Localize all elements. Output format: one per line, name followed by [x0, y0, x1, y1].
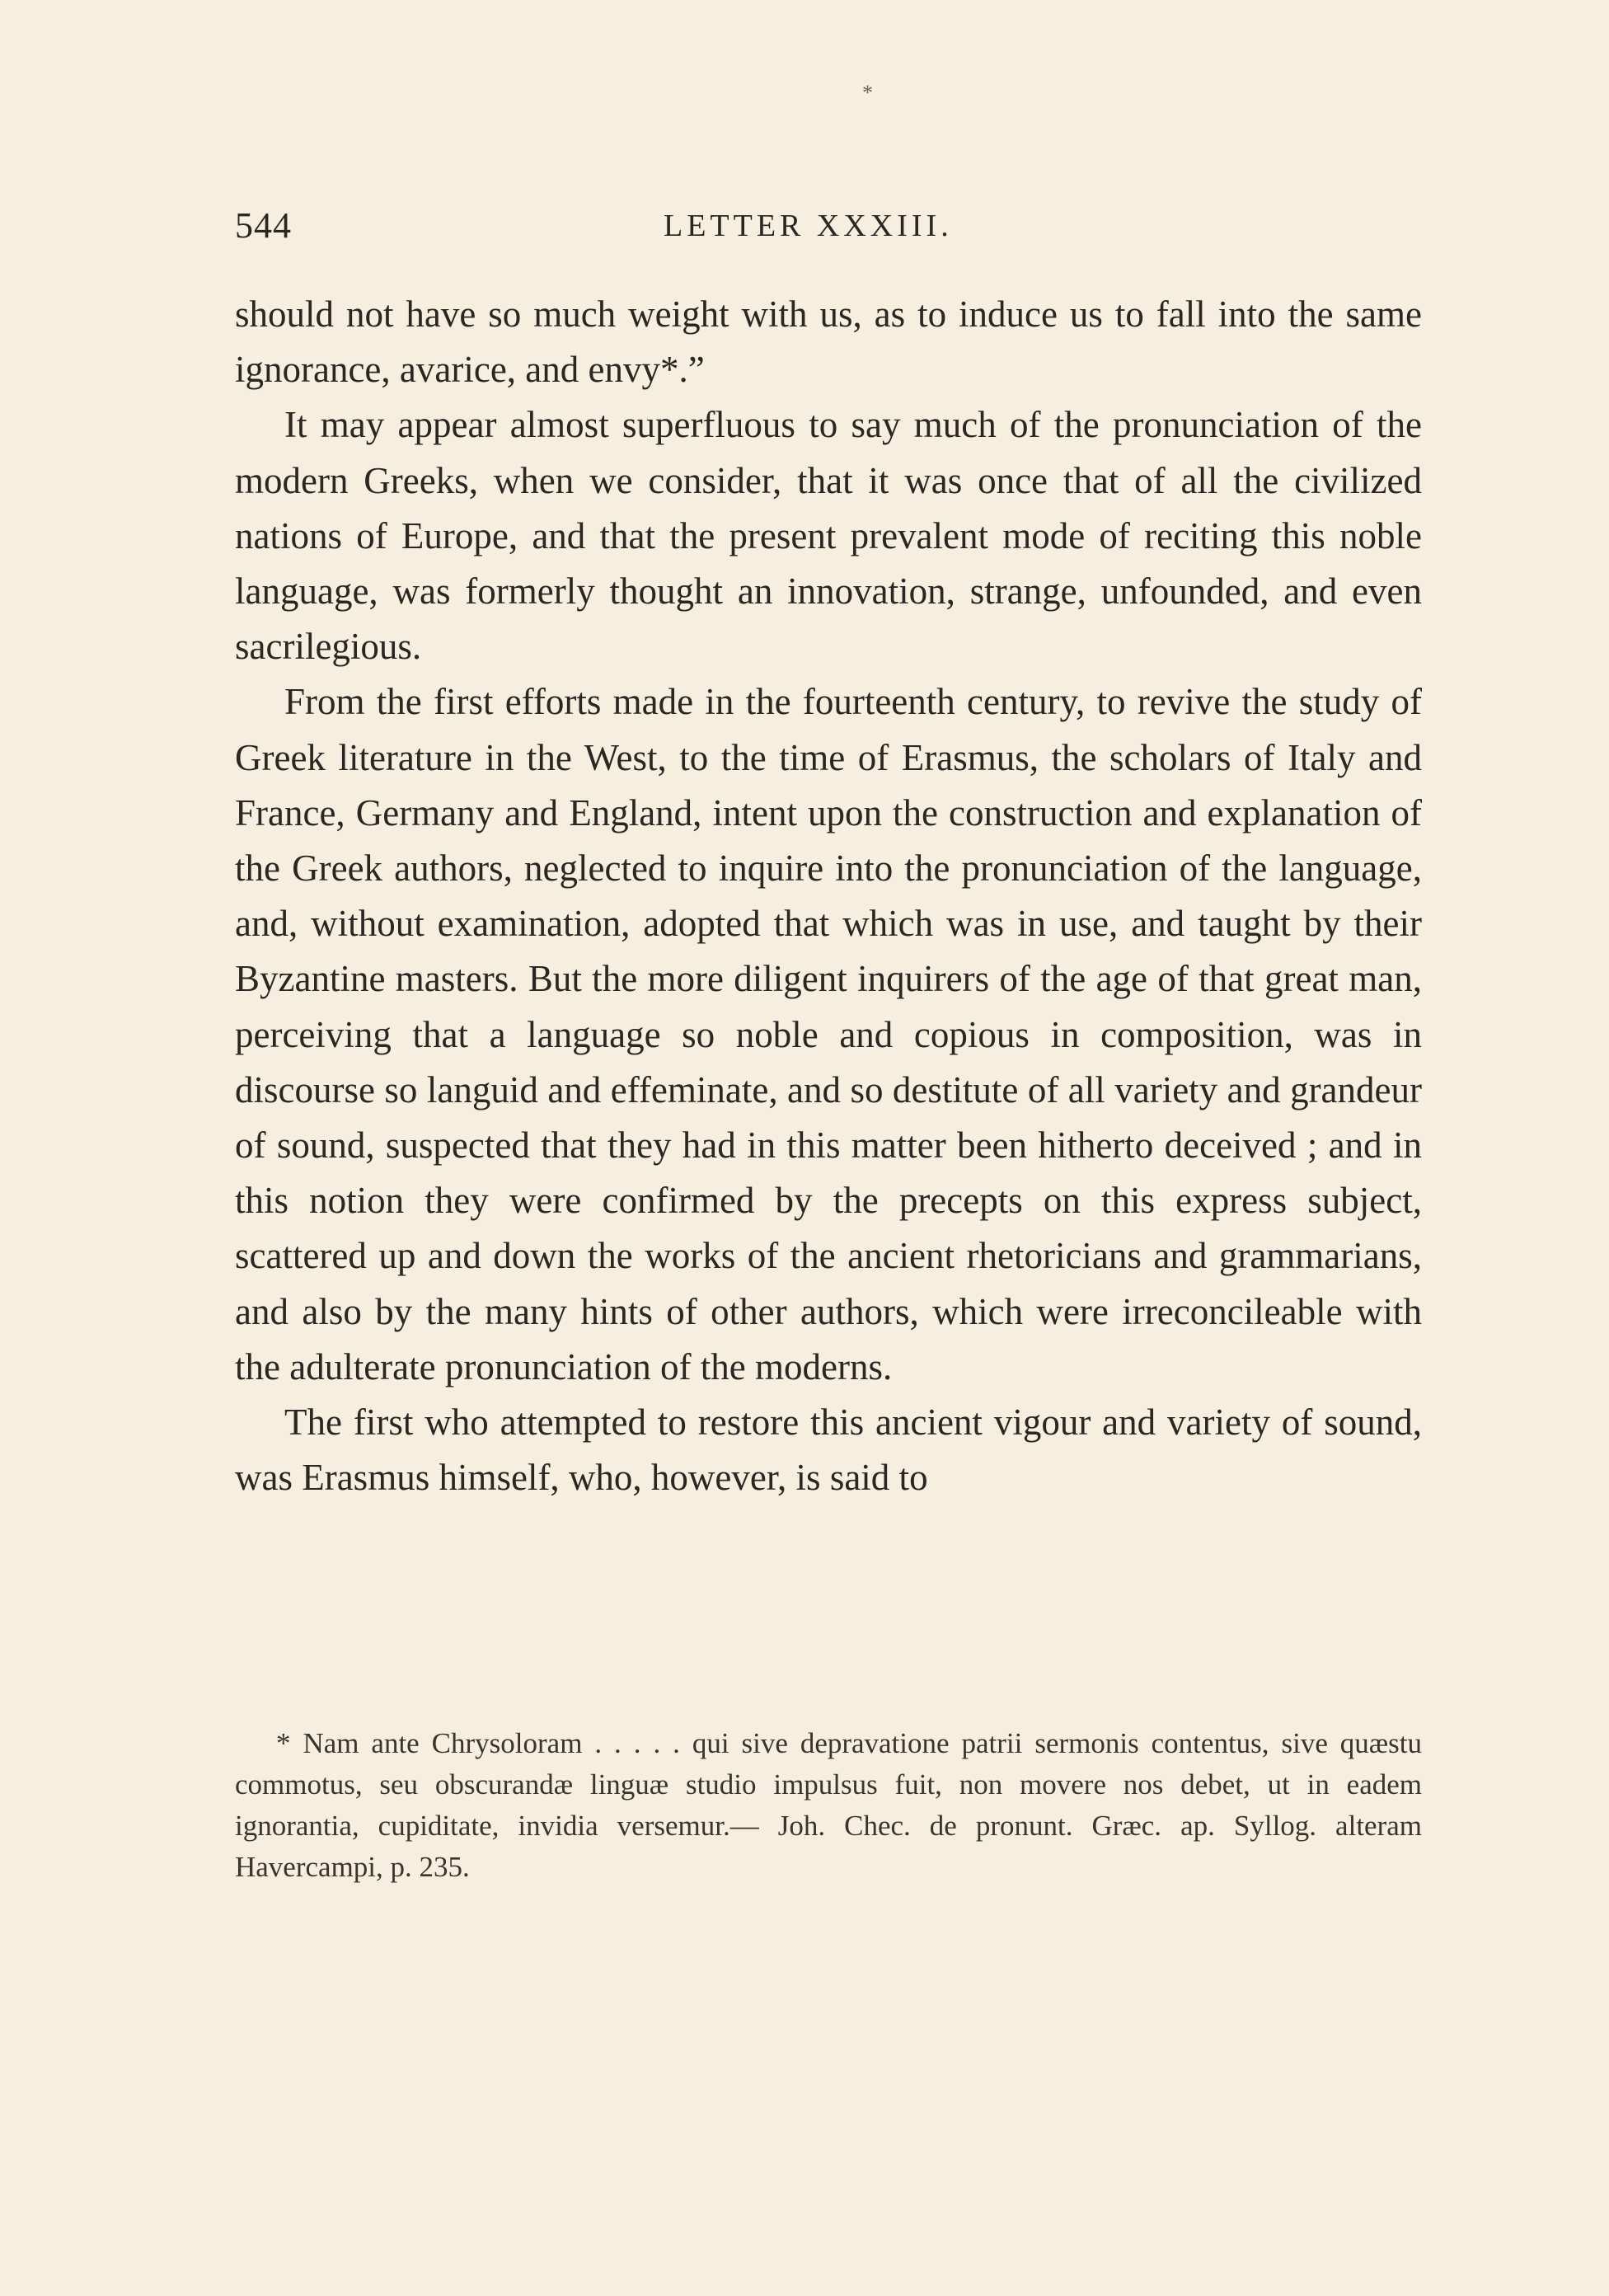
- printer-mark: *: [862, 81, 873, 105]
- paragraph-continuation: should not have so much weight with us, as to induce us to fall into the same ignorance, avarice, and envy*.”: [235, 293, 1422, 391]
- paragraph-fourteenth-century: From the first efforts made in the fourteenth century, to revive the study of Greek literature in the West, to the time of Erasmus, the scholars of Italy and France, Germany and England, intent upon the construction and explanation of the Greek authors, neglected to inquire into the pronunciation of the language, and, without examination, adopted that which was in use, and taught by their Byzantine masters. But the more diligent inquirers of the age of that great man, perceiving that a language so noble and copious in composition, was in discourse so languid and effeminate, and so destitute of all variety and grandeur of sound, suspected that they had in this matter been hitherto deceived ; and in this notion they were confirmed by the precepts on this express subject, scattered up and down the works of the ancient rhetoricians and grammarians, and also by the many hints of other authors, which were irreconcileable with the adulterate pronunciation of the moderns.: [235, 681, 1422, 1387]
- page-number: 544: [235, 205, 292, 246]
- running-head: LETTER XXXIII.: [664, 209, 953, 243]
- paragraph-erasmus: The first who attempted to restore this ancient vigour and variety of sound, was Erasmus himself, who, however, is said to: [235, 1402, 1422, 1499]
- footnote-text: * Nam ante Chrysoloram . . . . . qui sive depravatione patrii sermonis contentus, sive quæstu commotus, seu obscurandæ linguæ studio impulsus fuit, non movere nos debet, ut in eadem ignorantia, cupiditate, invidia versemur.— Joh. Chec. de pronunt. Græc. ap. Syllog. alteram Havercampi, p. 235.: [235, 1727, 1422, 1883]
- paragraph-pronunciation: It may appear almost superfluous to say much of the pronunciation of the modern Greeks, when we consider, that it was once that of all the civilized nations of Europe, and that the present prevalent mode of reciting this noble language, was formerly thought an innovation, strange, unfounded, and even sacrilegious.: [235, 404, 1422, 668]
- footnote: [235, 1723, 1422, 1888]
- page-header: [235, 204, 1422, 254]
- body-text: [235, 287, 1422, 1505]
